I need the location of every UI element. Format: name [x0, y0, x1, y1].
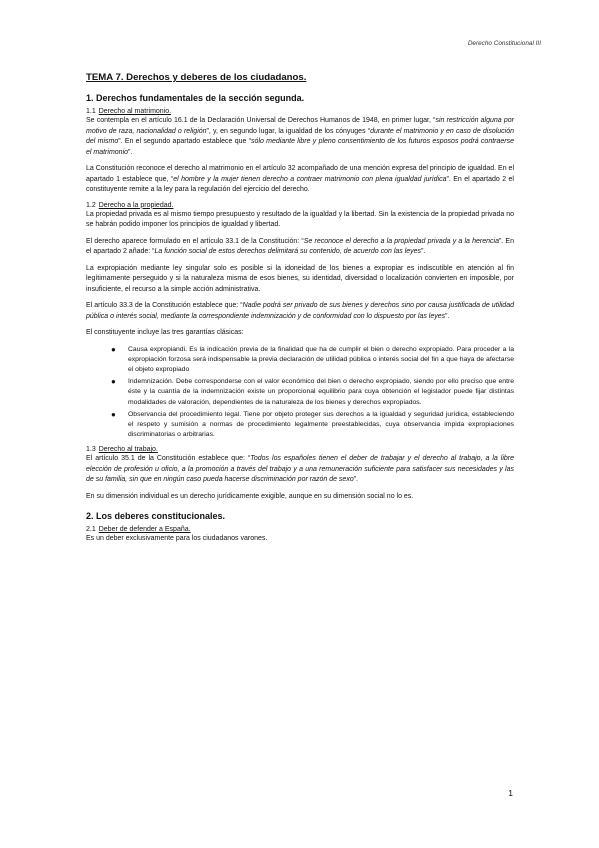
- subsection-2-1-heading: [86, 526, 514, 533]
- paragraph: La expropiación mediante ley singular solo es posible si la idoneidad de los bienes a expropiar es indiscutible en atención al fin legítimamente perseguido y si la naturaleza misma de esos bienes, su identidad, diversidad o localización convierten en imposible, por insuficiente, el recurso a la simple acción administrativa.: [86, 264, 514, 293]
- paragraph: [86, 164, 514, 196]
- paragraph: [86, 301, 514, 322]
- list-item-text: Observancia del procedimiento legal. Tiene por objeto proteger sus derechos a la igualdad y seguridad jurídica, estableciendo el respeto y sumisión a normas de procedimiento legalmente preestablecidas, cuya observancia impida expropiaciones discriminatorias o arbitrarias.: [128, 410, 514, 439]
- paragraph: Es un deber exclusivamente para los ciudadanos varones.: [86, 535, 268, 543]
- text-run: ”. En el apartado 2 el constituyente remite a la ley para la regulación del ejercicio del derecho.: [86, 175, 514, 193]
- paragraph: [86, 454, 514, 486]
- list-item: [111, 377, 514, 408]
- subsection-1-1-heading: [86, 108, 514, 115]
- page-number: 1: [508, 788, 513, 798]
- text-run: ”.: [445, 312, 450, 320]
- list-item-text: Causa expropiandi. Es la indicación previa de la finalidad que ha de cumplir el bien o derecho expropiado. Para proceder a la expropiación forzosa será indispensable la previa declaración de utilidad pública o interés social del fin a que haya de afectarse el objeto expropiado: [128, 345, 514, 373]
- subsection-1-2-heading: [86, 202, 514, 209]
- subsection-label: Derecho al matrimonio.: [98, 108, 172, 115]
- text-run: ”. En el apartado 2 añade: “: [86, 237, 514, 255]
- list-item-text: Indemnización. Debe corresponderse con el valor económico del bien o derecho expropiado, siendo por ello preciso que entre éste y la cuantía de la indemnización existe un proporcional equilibrio para cuya obtención el legislador puede fijar distintas modalidades de valoración, dependientes de la naturaleza de los bienes y derechos expropiados.: [128, 378, 514, 406]
- list-item: [111, 409, 514, 441]
- text-run: ”, y, en segundo lugar, la igualdad de los cónyuges “: [206, 127, 371, 135]
- quote: el hombre y la mujer tienen derecho a contraer matrimonio con plena igualdad jurídica: [173, 175, 447, 183]
- subsection-label: Deber de defender a España.: [98, 526, 191, 534]
- running-header: Derecho Constitucional III: [467, 40, 541, 47]
- text-run: El artículo 35.1 de la Constitución establece que: “: [86, 455, 251, 463]
- subsection-number: 1.3: [86, 446, 96, 454]
- section-2-heading: 2. Los deberes constitucionales.: [86, 511, 226, 522]
- paragraph: [86, 116, 514, 158]
- quote: La función social de estos derechos delimitará su contenido, de acuerdo con las leyes: [154, 248, 422, 255]
- subsection-number: 2.1: [86, 526, 96, 534]
- paragraph: En su dimensión individual es un derecho jurídicamente exigible, aunque en su dimensión social no lo es.: [86, 492, 414, 500]
- text-run: ”.: [353, 476, 358, 484]
- quote: Nadie podrá ser privado de sus bienes y derechos sino por causa justificada de utilidad pública o interés social, mediante la correspondiente indemnización y de conformidad con lo dispuesto por las leyes: [86, 302, 514, 320]
- document-body: [86, 72, 514, 551]
- text-run: Se contempla en el artículo 16.1 de la Declaración Universal de Derechos Humanos de 1948, en primer lugar, “: [86, 117, 436, 124]
- paragraph: La propiedad privada es al mismo tiempo presupuesto y resultado de la igualdad y la libertad. Sin la existencia de la propiedad privada no se habrán podido imponer los principios de igualdad y libertad.: [86, 210, 514, 228]
- bullet-icon: ●: [111, 377, 116, 387]
- quote: sin restricción alguna por motivo de raza, nacionalidad o religión: [86, 117, 514, 135]
- text-run: ”.: [421, 248, 426, 255]
- paragraph: [86, 237, 514, 258]
- subsection-number: 1.2: [86, 201, 96, 209]
- subsection-label: Derecho a la propiedad.: [98, 201, 174, 209]
- quote: durante el matrimonio y en caso de disolución del mismo: [86, 127, 514, 145]
- text-run: ”. En el segundo apartado establece que “: [118, 138, 252, 145]
- list-item: [111, 344, 514, 376]
- bullet-icon: ●: [111, 344, 116, 354]
- guarantees-list: [86, 345, 514, 441]
- bullet-icon: ●: [111, 409, 116, 419]
- quote: Todos los españoles tienen el deber de trabajar y el derecho al trabajo, a la libre elección de profesión u oficio, a la promoción a través del trabajo y a una remuneración suficiente para satisfacer sus necesidades y las de su familia, sin que en ningún caso pueda hacerse discriminación por razón de sexo: [86, 455, 514, 484]
- text-run: La Constitución reconoce el derecho al matrimonio en el artículo 32 acompañado de una mención expresa del principio de igualdad. En el apartado 1 establece que, “: [86, 165, 514, 183]
- subsection-1-3-heading: [86, 446, 514, 453]
- quote: Se reconoce el derecho a la propiedad privada y a la herencia: [303, 237, 499, 245]
- subsection-label: Derecho al trabajo.: [98, 446, 158, 454]
- text-run: El artículo 33.3 de la Constitución establece que: “: [86, 302, 243, 309]
- text-run: ”.: [128, 148, 133, 156]
- text-run: El derecho aparece formulado en el artículo 33.1 de la Constitución: “: [86, 237, 304, 245]
- subsection-number: 1.1: [86, 108, 96, 115]
- document-title: TEMA 7. Derechos y deberes de los ciudadanos.: [86, 72, 307, 83]
- quote: sólo mediante libre y pleno consentimiento de los futuros esposos podrá contraerse el matrimonio: [86, 138, 514, 156]
- paragraph: El constituyente incluye las tres garantías clásicas:: [86, 329, 244, 336]
- section-1-heading: 1. Derechos fundamentales de la sección segunda.: [86, 93, 305, 103]
